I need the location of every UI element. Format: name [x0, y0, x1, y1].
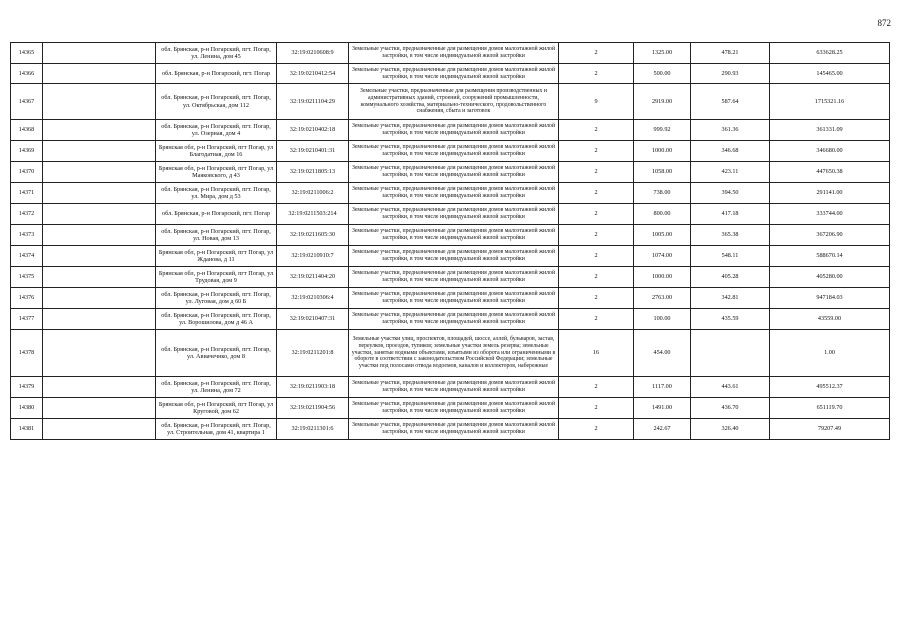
row-number: 14365	[11, 43, 43, 64]
spacer-cell	[43, 288, 156, 309]
table-row	[11, 43, 890, 64]
area-cell: 2763.00	[634, 288, 691, 309]
group-cell: 2	[559, 64, 634, 84]
cadastral-number-cell: 32:19:0210910:7	[277, 246, 349, 267]
spacer-cell	[43, 183, 156, 204]
table-row	[11, 330, 890, 377]
address-cell: Брянская обл, р-н Погарский, пгт Погар, ул Трудовая, дом 9	[156, 267, 277, 288]
unit-value-cell: 405.28	[691, 267, 770, 288]
row-number: 14376	[11, 288, 43, 309]
cadastral-value-cell: 947184.03	[770, 288, 890, 309]
land-use-cell: Земельные участки, предназначенные для размещения домов малоэтажной жилой застройки, в том числе индивидуальной жилой застройки	[349, 267, 559, 288]
land-use-cell: Земельные участки, предназначенные для размещения домов малоэтажной жилой застройки, в том числе индивидуальной жилой застройки	[349, 398, 559, 419]
land-use-cell: Земельные участки, предназначенные для размещения производственных и административных зданий, строений, сооружений промышленности, коммунального хозяйства, материально-технического, продовольственного снабжения, сбыта и заготовок	[349, 84, 559, 120]
land-use-cell: Земельные участки, предназначенные для размещения домов малоэтажной жилой застройки, в том числе индивидуальной жилой застройки	[349, 141, 559, 162]
area-cell: 1000.00	[634, 141, 691, 162]
address-cell: Брянская обл, р-н Погарский, пгт Погар, ул Благодатная, дом 16	[156, 141, 277, 162]
cadastral-value-cell: 43559.00	[770, 309, 890, 330]
cadastral-value-cell: 633628.25	[770, 43, 890, 64]
row-number: 14374	[11, 246, 43, 267]
group-cell: 2	[559, 183, 634, 204]
group-cell: 2	[559, 141, 634, 162]
unit-value-cell: 548.11	[691, 246, 770, 267]
row-number: 14368	[11, 120, 43, 141]
spacer-cell	[43, 246, 156, 267]
table-row	[11, 398, 890, 419]
spacer-cell	[43, 419, 156, 440]
land-use-cell: Земельные участки улиц, проспектов, площадей, шоссе, аллей, бульваров, застав, переулков, проездов, тупиков; земельные участки земель резерва; земельные участки, занятые водными объектами, изъятыми из оборота или ограниченными в обороте в соответствии с законодательством Российской Федерации; земельные участки под полосами отвода водоемов, каналов и коллекторов, набережные	[349, 330, 559, 377]
group-cell: 2	[559, 377, 634, 398]
cadastral-number-cell: 32:19:0210402:18	[277, 120, 349, 141]
table-row	[11, 267, 890, 288]
cadastral-value-cell: 405280.00	[770, 267, 890, 288]
unit-value-cell: 436.70	[691, 398, 770, 419]
unit-value-cell: 417.18	[691, 204, 770, 225]
land-use-cell: Земельные участки, предназначенные для размещения домов малоэтажной жилой застройки, в том числе индивидуальной жилой застройки	[349, 64, 559, 84]
address-cell: обл. Брянская, р-н Погарский, пгт. Погар	[156, 64, 277, 84]
table-row	[11, 309, 890, 330]
land-use-cell: Земельные участки, предназначенные для размещения домов малоэтажной жилой застройки, в том числе индивидуальной жилой застройки	[349, 225, 559, 246]
address-cell: обл. Брянская, р-н Погарский, пгт. Погар	[156, 204, 277, 225]
table-row	[11, 84, 890, 120]
cadastral-value-cell: 145465.00	[770, 64, 890, 84]
address-cell: обл. Брянская, р-н Погарский, пгт. Погар, ул. Авиачечнко, дом 8	[156, 330, 277, 377]
cadastral-number-cell: 32:19:0211301:6	[277, 419, 349, 440]
cadastral-number-cell: 32:19:0210412:54	[277, 64, 349, 84]
area-cell: 999.92	[634, 120, 691, 141]
cadastral-value-cell: 495512.37	[770, 377, 890, 398]
cadastral-number-cell: 32:19:0211503:214	[277, 204, 349, 225]
table-row	[11, 141, 890, 162]
spacer-cell	[43, 225, 156, 246]
spacer-cell	[43, 84, 156, 120]
group-cell: 2	[559, 43, 634, 64]
spacer-cell	[43, 162, 156, 183]
area-cell: 1058.00	[634, 162, 691, 183]
unit-value-cell: 342.81	[691, 288, 770, 309]
group-cell: 2	[559, 309, 634, 330]
group-cell: 2	[559, 204, 634, 225]
area-cell: 2919.00	[634, 84, 691, 120]
cadastral-value-cell: 79207.49	[770, 419, 890, 440]
row-number: 14366	[11, 64, 43, 84]
group-cell: 9	[559, 84, 634, 120]
table-row	[11, 162, 890, 183]
cadastral-number-cell: 32:19:0210608:9	[277, 43, 349, 64]
area-cell: 1325.00	[634, 43, 691, 64]
address-cell: обл. Брянская, р-н Погарский, пгт. Погар, ул. Озерная, дом 4	[156, 120, 277, 141]
area-cell: 1117.00	[634, 377, 691, 398]
area-cell: 1005.00	[634, 225, 691, 246]
row-number: 14379	[11, 377, 43, 398]
table-row	[11, 225, 890, 246]
group-cell: 2	[559, 419, 634, 440]
unit-value-cell: 478.21	[691, 43, 770, 64]
spacer-cell	[43, 43, 156, 64]
area-cell: 454.00	[634, 330, 691, 377]
unit-value-cell: 443.61	[691, 377, 770, 398]
cadastral-value-cell: 588670.14	[770, 246, 890, 267]
table-row	[11, 288, 890, 309]
cadastral-value-cell: 1.00	[770, 330, 890, 377]
land-use-cell: Земельные участки, предназначенные для размещения домов малоэтажной жилой застройки, в том числе индивидуальной жилой застройки	[349, 288, 559, 309]
spacer-cell	[43, 377, 156, 398]
group-cell: 2	[559, 162, 634, 183]
unit-value-cell: 346.68	[691, 141, 770, 162]
cadastral-value-cell: 1715321.16	[770, 84, 890, 120]
cadastral-number-cell: 32:19:0210407:31	[277, 309, 349, 330]
row-number: 14378	[11, 330, 43, 377]
table-row	[11, 64, 890, 84]
table-row	[11, 246, 890, 267]
address-cell: обл. Брянская, р-н Погарский, пгт. Погар, ул. Строительная, дом 41, квартира 1	[156, 419, 277, 440]
address-cell: обл. Брянская, р-н Погарский, пгт. Погар, ул. Октябрьская, дом 112	[156, 84, 277, 120]
cadastral-number-cell: 32:19:0211006:2	[277, 183, 349, 204]
unit-value-cell: 361.36	[691, 120, 770, 141]
row-number: 14373	[11, 225, 43, 246]
area-cell: 1000.00	[634, 267, 691, 288]
address-cell: обл. Брянская, р-н Погарский, пгт. Погар, ул. Мира, дом д 53	[156, 183, 277, 204]
area-cell: 242.67	[634, 419, 691, 440]
cadastral-number-cell: 32:19:0211605:30	[277, 225, 349, 246]
cadastral-number-cell: 32:19:0211201:8	[277, 330, 349, 377]
land-use-cell: Земельные участки, предназначенные для размещения домов малоэтажной жилой застройки, в том числе индивидуальной жилой застройки	[349, 419, 559, 440]
spacer-cell	[43, 309, 156, 330]
land-use-cell: Земельные участки, предназначенные для размещения домов малоэтажной жилой застройки, в том числе индивидуальной жилой застройки	[349, 43, 559, 64]
group-cell: 16	[559, 330, 634, 377]
cadastral-number-cell: 32:19:0211805:13	[277, 162, 349, 183]
unit-value-cell: 365.38	[691, 225, 770, 246]
row-number: 14375	[11, 267, 43, 288]
spacer-cell	[43, 141, 156, 162]
address-cell: Брянская обл, р-н Погарский, пгт Погар, ул Круговой, дом 62	[156, 398, 277, 419]
area-cell: 1074.00	[634, 246, 691, 267]
land-use-cell: Земельные участки, предназначенные для размещения домов малоэтажной жилой застройки, в том числе индивидуальной жилой застройки	[349, 246, 559, 267]
row-number: 14380	[11, 398, 43, 419]
cadastral-number-cell: 32:19:0211404:20	[277, 267, 349, 288]
spacer-cell	[43, 398, 156, 419]
land-use-cell: Земельные участки, предназначенные для размещения домов малоэтажной жилой застройки, в том числе индивидуальной жилой застройки	[349, 120, 559, 141]
row-number: 14372	[11, 204, 43, 225]
cadastral-number-cell: 32:19:0211104:29	[277, 84, 349, 120]
row-number: 14381	[11, 419, 43, 440]
unit-value-cell: 435.59	[691, 309, 770, 330]
table-row	[11, 120, 890, 141]
group-cell: 2	[559, 267, 634, 288]
row-number: 14369	[11, 141, 43, 162]
spacer-cell	[43, 204, 156, 225]
address-cell: обл. Брянская, р-н Погарский, пгт. Погар, ул. Ленина, дом 72	[156, 377, 277, 398]
page-number: 872	[877, 18, 891, 28]
spacer-cell	[43, 120, 156, 141]
spacer-cell	[43, 330, 156, 377]
address-cell: обл. Брянская, р-н Погарский, пгт. Погар, ул. Луговая, дом д 60 Б	[156, 288, 277, 309]
land-use-cell: Земельные участки, предназначенные для размещения домов малоэтажной жилой застройки, в том числе индивидуальной жилой застройки	[349, 183, 559, 204]
row-number: 14377	[11, 309, 43, 330]
table-row	[11, 419, 890, 440]
address-cell: обл. Брянская, р-н Погарский, пгт. Погар, ул. Ворошилова, дом д 46 А	[156, 309, 277, 330]
cadastral-value-table	[10, 42, 890, 440]
table-row	[11, 183, 890, 204]
area-cell: 738.00	[634, 183, 691, 204]
cadastral-value-cell: 333744.00	[770, 204, 890, 225]
group-cell: 2	[559, 225, 634, 246]
cadastral-number-cell: 32:19:0211903:18	[277, 377, 349, 398]
cadastral-value-cell: 447650.38	[770, 162, 890, 183]
cadastral-value-cell: 651119.70	[770, 398, 890, 419]
land-use-cell: Земельные участки, предназначенные для размещения домов малоэтажной жилой застройки, в том числе индивидуальной жилой застройки	[349, 162, 559, 183]
group-cell: 2	[559, 120, 634, 141]
table-row	[11, 204, 890, 225]
table-row	[11, 377, 890, 398]
address-cell: Брянская обл, р-н Погарский, пгт Погар, ул Маяковского, д 43	[156, 162, 277, 183]
cadastral-value-cell: 291141.00	[770, 183, 890, 204]
cadastral-value-cell: 361331.09	[770, 120, 890, 141]
group-cell: 2	[559, 398, 634, 419]
unit-value-cell: 290.93	[691, 64, 770, 84]
land-use-cell: Земельные участки, предназначенные для размещения домов малоэтажной жилой застройки, в том числе индивидуальной жилой застройки	[349, 309, 559, 330]
area-cell: 1491.00	[634, 398, 691, 419]
unit-value-cell: 326.40	[691, 419, 770, 440]
cadastral-number-cell: 32:19:0210401:31	[277, 141, 349, 162]
land-use-cell: Земельные участки, предназначенные для размещения домов малоэтажной жилой застройки, в том числе индивидуальной жилой застройки	[349, 377, 559, 398]
group-cell: 2	[559, 288, 634, 309]
row-number: 14371	[11, 183, 43, 204]
area-cell: 500.00	[634, 64, 691, 84]
row-number: 14370	[11, 162, 43, 183]
spacer-cell	[43, 64, 156, 84]
cadastral-number-cell: 32:19:0210306:4	[277, 288, 349, 309]
unit-value-cell: 423.11	[691, 162, 770, 183]
area-cell: 800.00	[634, 204, 691, 225]
cadastral-number-cell: 32:19:0211904:56	[277, 398, 349, 419]
address-cell: обл. Брянская, р-н Погарский, пгт. Погар, ул. Новая, дом 13	[156, 225, 277, 246]
unit-value-cell: 394.50	[691, 183, 770, 204]
land-use-cell: Земельные участки, предназначенные для размещения домов малоэтажной жилой застройки, в том числе индивидуальной жилой застройки	[349, 204, 559, 225]
unit-value-cell: 587.64	[691, 84, 770, 120]
area-cell: 100.00	[634, 309, 691, 330]
address-cell: Брянская обл, р-н Погарский, пгт Погар, ул Жданова, д 11	[156, 246, 277, 267]
unit-value-cell	[691, 330, 770, 377]
group-cell: 2	[559, 246, 634, 267]
address-cell: обл. Брянская, р-н Погарский, пгт. Погар, ул. Ленина, дом 45	[156, 43, 277, 64]
spacer-cell	[43, 267, 156, 288]
cadastral-value-cell: 367206.90	[770, 225, 890, 246]
cadastral-value-cell: 346680.00	[770, 141, 890, 162]
row-number: 14367	[11, 84, 43, 120]
